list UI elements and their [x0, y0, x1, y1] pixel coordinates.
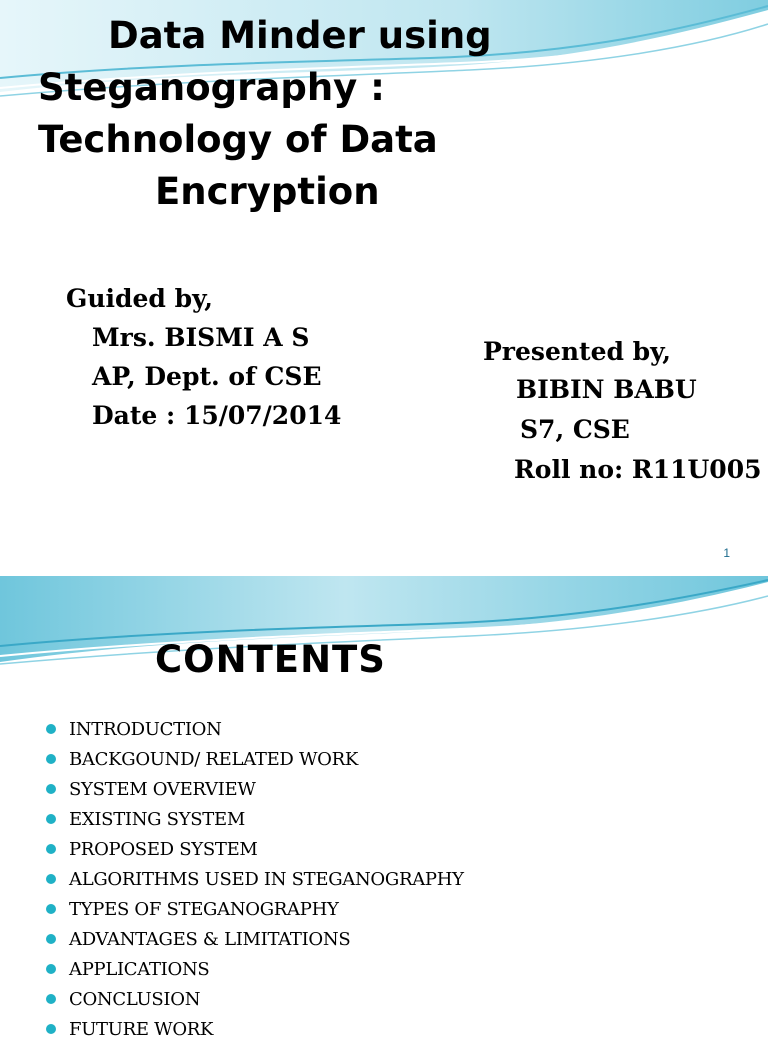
- list-item: [46, 954, 464, 984]
- list-item-label: EXISTING SYSTEM: [69, 808, 245, 830]
- list-item-label: APPLICATIONS: [69, 958, 210, 980]
- bullet-icon: [46, 724, 56, 734]
- list-item-label: ALGORITHMS USED IN STEGANOGRAPHY: [69, 868, 464, 890]
- list-item: [46, 774, 464, 804]
- bullet-icon: [46, 784, 56, 794]
- list-item-label: ADVANTAGES & LIMITATIONS: [69, 928, 351, 950]
- contents-slide: [0, 576, 768, 1040]
- list-item: [46, 1014, 464, 1044]
- list-item: [46, 804, 464, 834]
- presenter-roll-number: Roll no: R11U005: [514, 455, 762, 484]
- list-item: [46, 714, 464, 744]
- list-item-label: PROPOSED SYSTEM: [69, 838, 258, 860]
- list-item-label: CONCLUSION: [69, 988, 201, 1010]
- contents-list: [46, 714, 464, 1044]
- bullet-icon: [46, 844, 56, 854]
- list-item-label: SYSTEM OVERVIEW: [69, 778, 256, 800]
- list-item: [46, 894, 464, 924]
- guide-designation: AP, Dept. of CSE: [92, 362, 322, 391]
- bullet-icon: [46, 754, 56, 764]
- list-item-label: FUTURE WORK: [69, 1018, 214, 1040]
- slide-number: 1: [723, 546, 730, 560]
- list-item-label: BACKGOUND/ RELATED WORK: [69, 748, 359, 770]
- bullet-icon: [46, 994, 56, 1004]
- presented-by-heading: Presented by,: [483, 337, 671, 366]
- bullet-icon: [46, 904, 56, 914]
- title-line-1: Data Minder using: [108, 14, 492, 57]
- bullet-icon: [46, 1024, 56, 1034]
- title-line-4: Encryption: [155, 170, 380, 213]
- list-item: [46, 924, 464, 954]
- bullet-icon: [46, 814, 56, 824]
- guide-name: Mrs. BISMI A S: [92, 323, 310, 352]
- list-item: [46, 984, 464, 1014]
- presenter-class: S7, CSE: [520, 415, 630, 444]
- list-item: [46, 744, 464, 774]
- list-item-label: TYPES OF STEGANOGRAPHY: [69, 898, 339, 920]
- presenter-name: BIBIN BABU: [516, 375, 697, 404]
- list-item-label: INTRODUCTION: [69, 718, 222, 740]
- presentation-date: Date : 15/07/2014: [92, 401, 342, 430]
- contents-heading: CONTENTS: [155, 638, 386, 681]
- presentation-title: [38, 10, 558, 218]
- bullet-icon: [46, 934, 56, 944]
- bullet-icon: [46, 964, 56, 974]
- bullet-icon: [46, 874, 56, 884]
- list-item: [46, 864, 464, 894]
- title-line-3: Technology of Data: [38, 118, 438, 161]
- title-line-2: Steganography :: [38, 66, 385, 109]
- guided-by-heading: Guided by,: [66, 284, 213, 313]
- list-item: [46, 834, 464, 864]
